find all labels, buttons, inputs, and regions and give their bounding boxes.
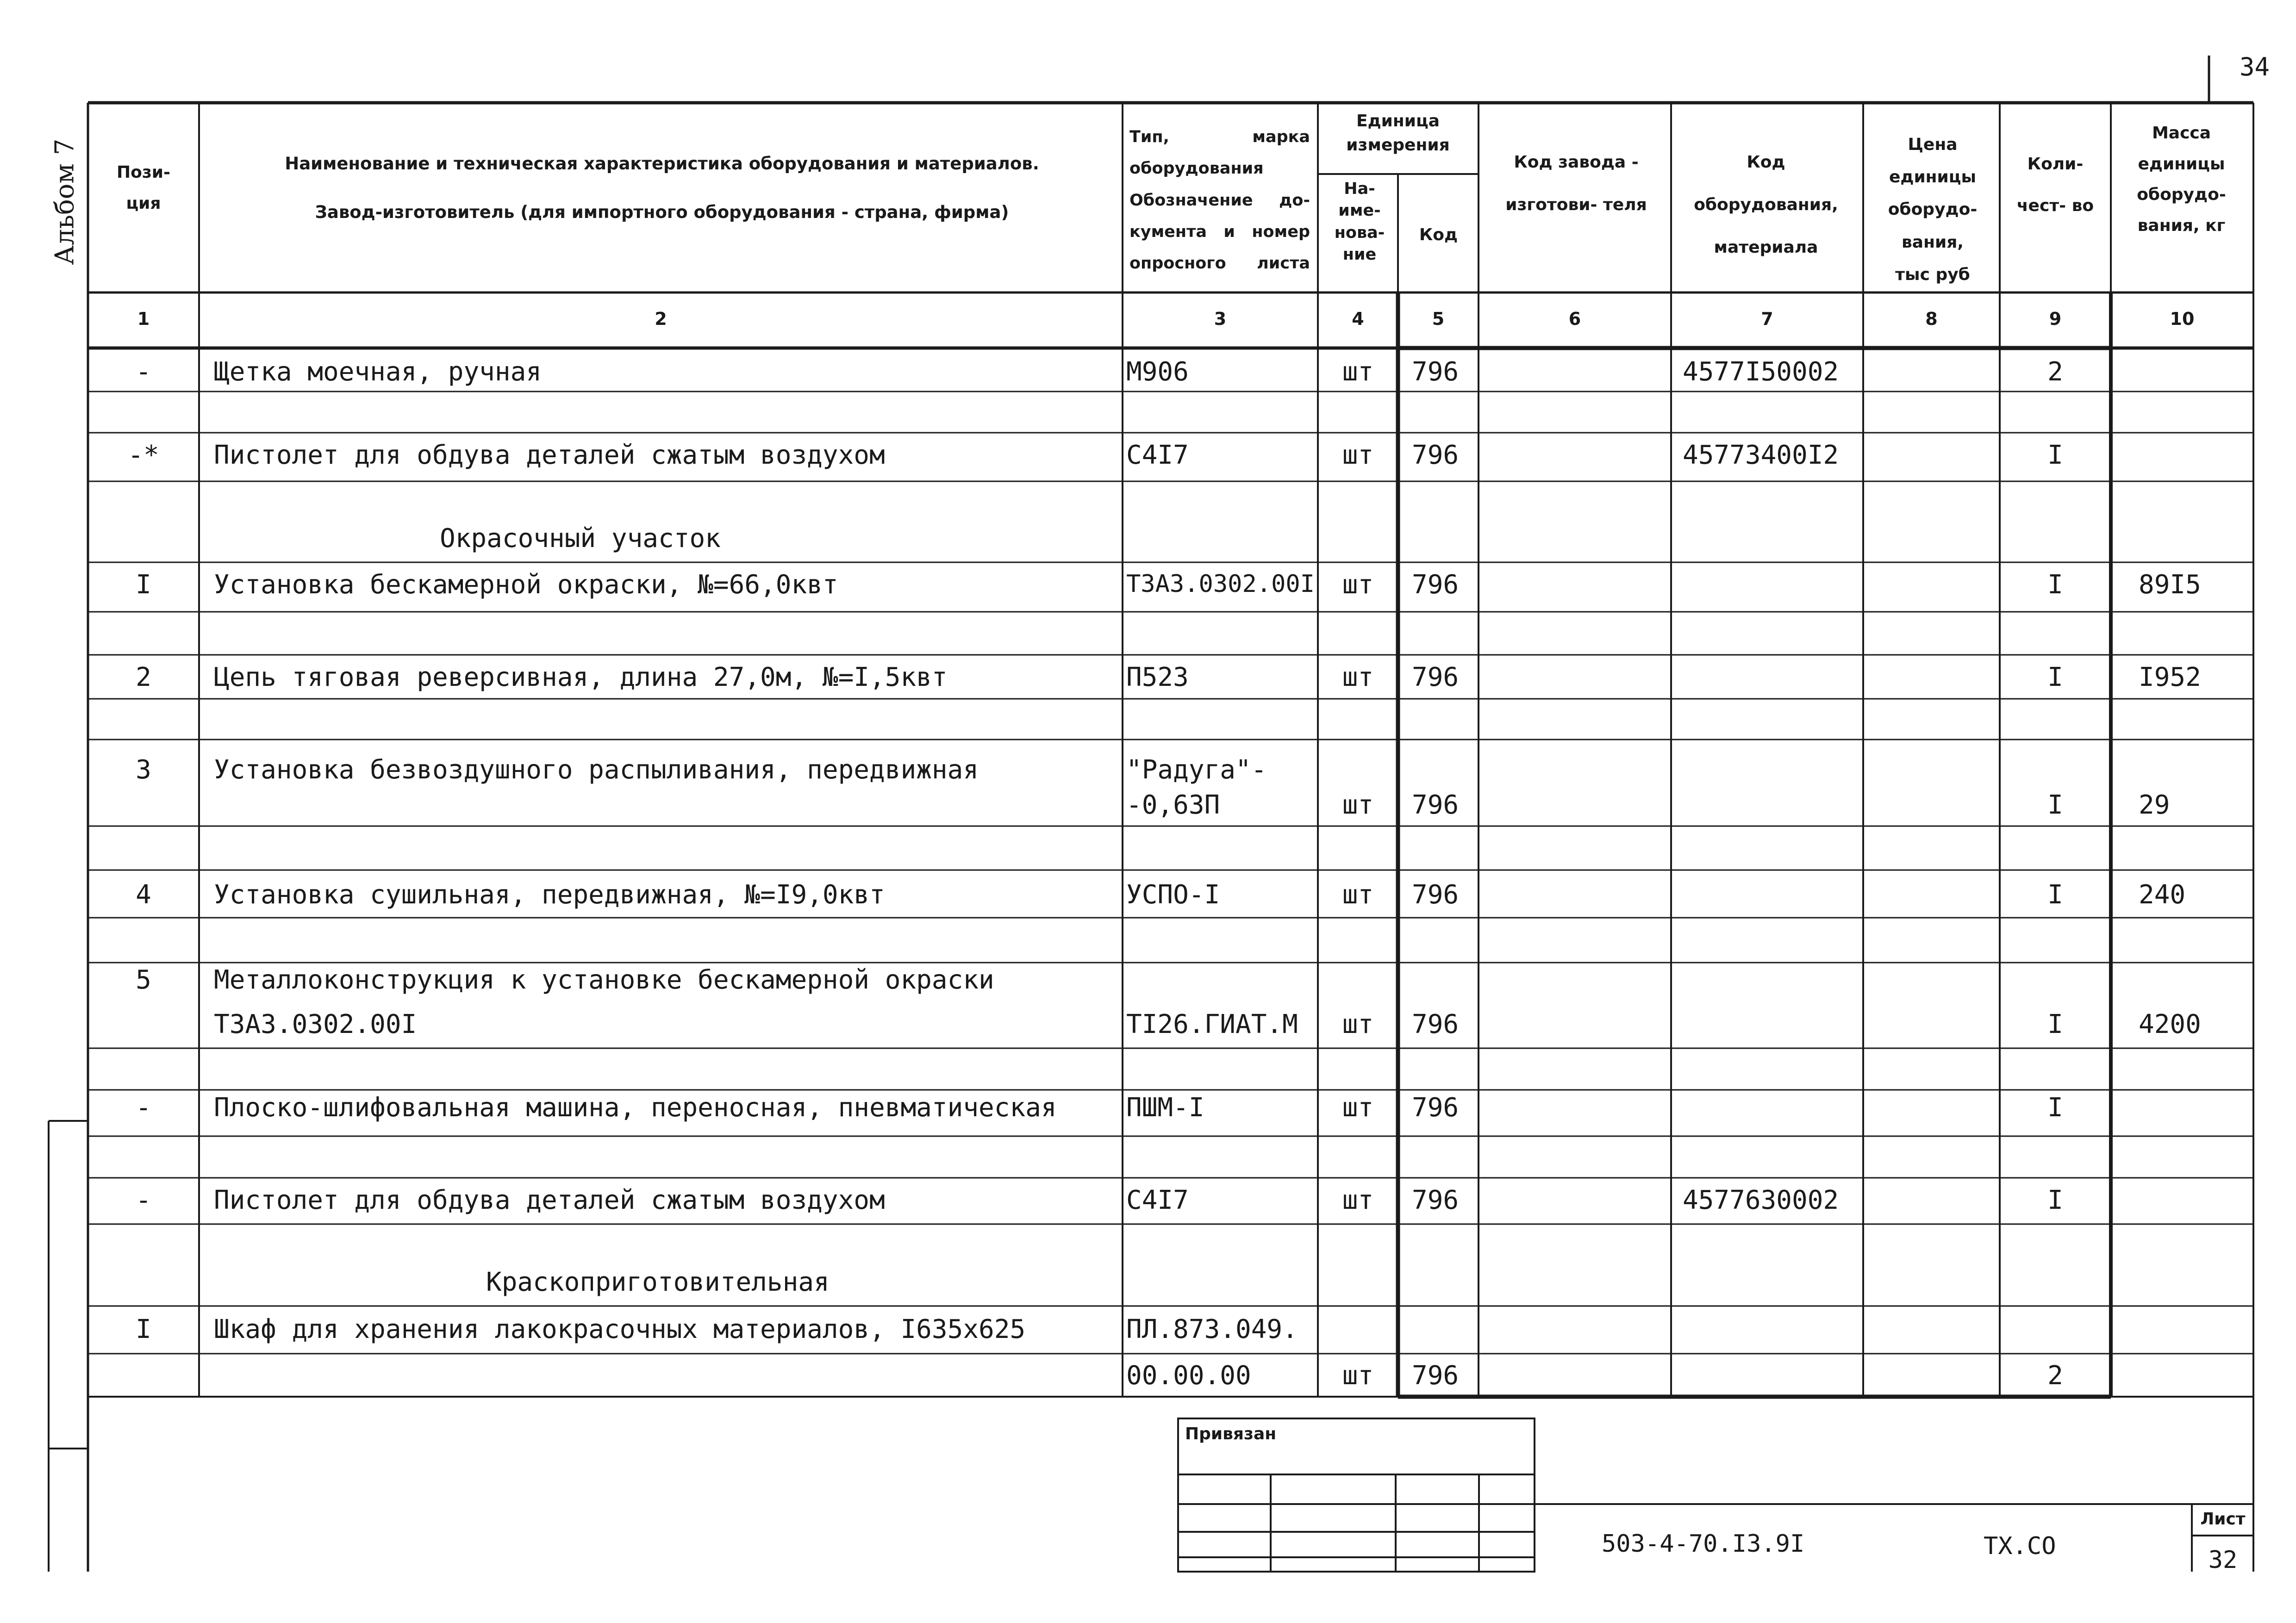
row-position: 3 xyxy=(136,755,151,785)
row-unit-code: 796 xyxy=(1412,1361,1459,1391)
row-mass: 29 xyxy=(2139,790,2170,820)
header-name-line2: Завод-изготовитель (для импортного оборудования - страна, фирма) xyxy=(315,202,1009,222)
row-unit: шт xyxy=(1342,1093,1374,1123)
row-mass: I952 xyxy=(2139,662,2201,692)
section-heading: Краскоприготовительная xyxy=(486,1267,830,1297)
column-number: 7 xyxy=(1761,309,1773,329)
row-quantity: I xyxy=(2047,440,2063,470)
row-unit-code: 796 xyxy=(1412,1093,1459,1123)
row-position: - xyxy=(136,1093,151,1123)
row-quantity: 2 xyxy=(2047,357,2063,387)
row-name: Установка безвоздушного распыливания, передвижная xyxy=(214,755,979,785)
row-mass: 89I5 xyxy=(2139,570,2201,600)
stamp-document-code: 503-4-70.I3.9I xyxy=(1602,1530,1805,1558)
row-type: "Радуга"- xyxy=(1126,755,1267,785)
row-position: - xyxy=(136,1185,151,1215)
row-unit-code: 796 xyxy=(1412,790,1459,820)
row-unit: шт xyxy=(1342,440,1374,470)
header-unit-code: Код xyxy=(1419,225,1458,244)
column-number: 1 xyxy=(137,309,150,329)
header-unit-name: На- име- нова- ние xyxy=(1334,180,1385,264)
row-mass: 240 xyxy=(2139,880,2186,910)
row-quantity: I xyxy=(2047,570,2063,600)
row-position: -* xyxy=(128,440,159,470)
row-type: С4I7 xyxy=(1126,1185,1189,1215)
row-equipment-code: 4577I50002 xyxy=(1683,357,1839,387)
row-position: 5 xyxy=(136,965,151,995)
stamp-mark: ТХ.СО xyxy=(1984,1532,2056,1560)
row-quantity: I xyxy=(2047,880,2063,910)
column-number: 10 xyxy=(2170,309,2195,329)
column-number: 6 xyxy=(1568,309,1581,329)
row-position: 2 xyxy=(136,662,151,692)
row-quantity: I xyxy=(2047,1093,2063,1123)
stamp-bound-label: Привязан xyxy=(1185,1424,1277,1443)
row-quantity: 2 xyxy=(2047,1361,2063,1391)
row-unit-code: 796 xyxy=(1412,570,1459,600)
header-price: Цена единицы оборудо- вания, тыс руб xyxy=(1888,135,1978,284)
row-type: М906 xyxy=(1126,357,1189,387)
row-quantity: I xyxy=(2047,1009,2063,1039)
row-unit-code: 796 xyxy=(1412,357,1459,387)
row-name-line2: Т3А3.0302.00I xyxy=(214,1009,417,1039)
row-type: ПШМ-I xyxy=(1126,1093,1204,1123)
row-unit: шт xyxy=(1342,570,1374,600)
row-position: I xyxy=(136,570,151,600)
row-name: Цепь тяговая реверсивная, длина 27,0м, №=I,5квт xyxy=(214,662,948,692)
header-equipment-code: Код оборудования, материала xyxy=(1694,153,1838,257)
row-equipment-code: 4577630002 xyxy=(1683,1185,1839,1215)
row-type: ТI26.ГИАТ.М xyxy=(1126,1009,1298,1039)
stamp-sheet-number: 32 xyxy=(2208,1548,2238,1571)
row-quantity: I xyxy=(2047,790,2063,820)
row-unit-code: 796 xyxy=(1412,440,1459,470)
row-mass: 4200 xyxy=(2139,1009,2201,1039)
row-quantity: I xyxy=(2047,662,2063,692)
row-unit-code: 796 xyxy=(1412,1185,1459,1215)
row-type-line2: -0,63П xyxy=(1126,790,1220,820)
header-quantity: Коли- чест- во xyxy=(2016,155,2094,215)
row-name: Установка бескамерной окраски, №=66,0квт xyxy=(214,570,838,600)
row-position: 4 xyxy=(136,880,151,910)
row-name: Пистолет для обдува деталей сжатым воздухом xyxy=(214,440,885,470)
row-unit-code: 796 xyxy=(1412,662,1459,692)
row-unit: шт xyxy=(1342,880,1374,910)
row-name: Установка сушильная, передвижная, №=I9,0квт xyxy=(214,880,885,910)
row-name: Пистолет для обдува деталей сжатым воздухом xyxy=(214,1185,885,1215)
column-number: 4 xyxy=(1352,309,1364,329)
row-quantity: I xyxy=(2047,1185,2063,1215)
album-label: Альбом 7 xyxy=(50,138,80,265)
stamp-sheet-label: Лист xyxy=(2200,1510,2246,1529)
row-unit: шт xyxy=(1342,1009,1374,1039)
column-number: 9 xyxy=(2049,309,2062,329)
row-equipment-code: 45773400I2 xyxy=(1683,440,1839,470)
row-name: Плоско-шлифовальная машина, переносная, пневматическая xyxy=(214,1093,1057,1123)
row-name: Щетка моечная, ручная xyxy=(214,357,542,387)
row-position: - xyxy=(136,357,151,387)
row-position: I xyxy=(136,1314,151,1344)
header-name: Наименование и техническая характеристика оборудования и материалов. xyxy=(285,154,1039,174)
header-mass: Масса единицы оборудо- вания, кг xyxy=(2137,124,2226,235)
row-type: С4I7 xyxy=(1126,440,1189,470)
column-number: 3 xyxy=(1214,309,1227,329)
column-number: 8 xyxy=(1925,309,1938,329)
row-type: УСПО-I xyxy=(1126,880,1220,910)
header-type: Тип, марка оборудования Обозначение до- кумента и номер опросного листа xyxy=(1129,128,1310,273)
row-unit: шт xyxy=(1342,357,1374,387)
row-unit: шт xyxy=(1342,662,1374,692)
row-unit: шт xyxy=(1342,790,1374,820)
row-name: Металлоконструкция к установке бескамерной окраски xyxy=(214,965,994,995)
row-type-line2: 00.00.00 xyxy=(1126,1361,1251,1391)
row-type: ПЛ.873.049. xyxy=(1126,1314,1298,1344)
row-unit-code: 796 xyxy=(1412,880,1459,910)
row-name: Шкаф для хранения лакокрасочных материалов, I635х625 xyxy=(214,1314,1026,1344)
page-number: 34 xyxy=(2240,52,2270,81)
header-position: Пози- ция xyxy=(117,163,170,213)
column-number: 5 xyxy=(1432,309,1445,329)
row-unit-code: 796 xyxy=(1412,1009,1459,1039)
header-unit-group: Единица измерения xyxy=(1346,112,1450,155)
row-type: Т3А3.0302.00I xyxy=(1126,570,1315,598)
column-number: 2 xyxy=(655,309,667,329)
row-unit: шт xyxy=(1342,1185,1374,1215)
header-maker-code: Код завода - изготови- теля xyxy=(1505,153,1647,214)
row-type: П523 xyxy=(1126,662,1189,692)
row-unit: шт xyxy=(1342,1361,1374,1391)
section-heading: Окрасочный участок xyxy=(440,523,721,553)
